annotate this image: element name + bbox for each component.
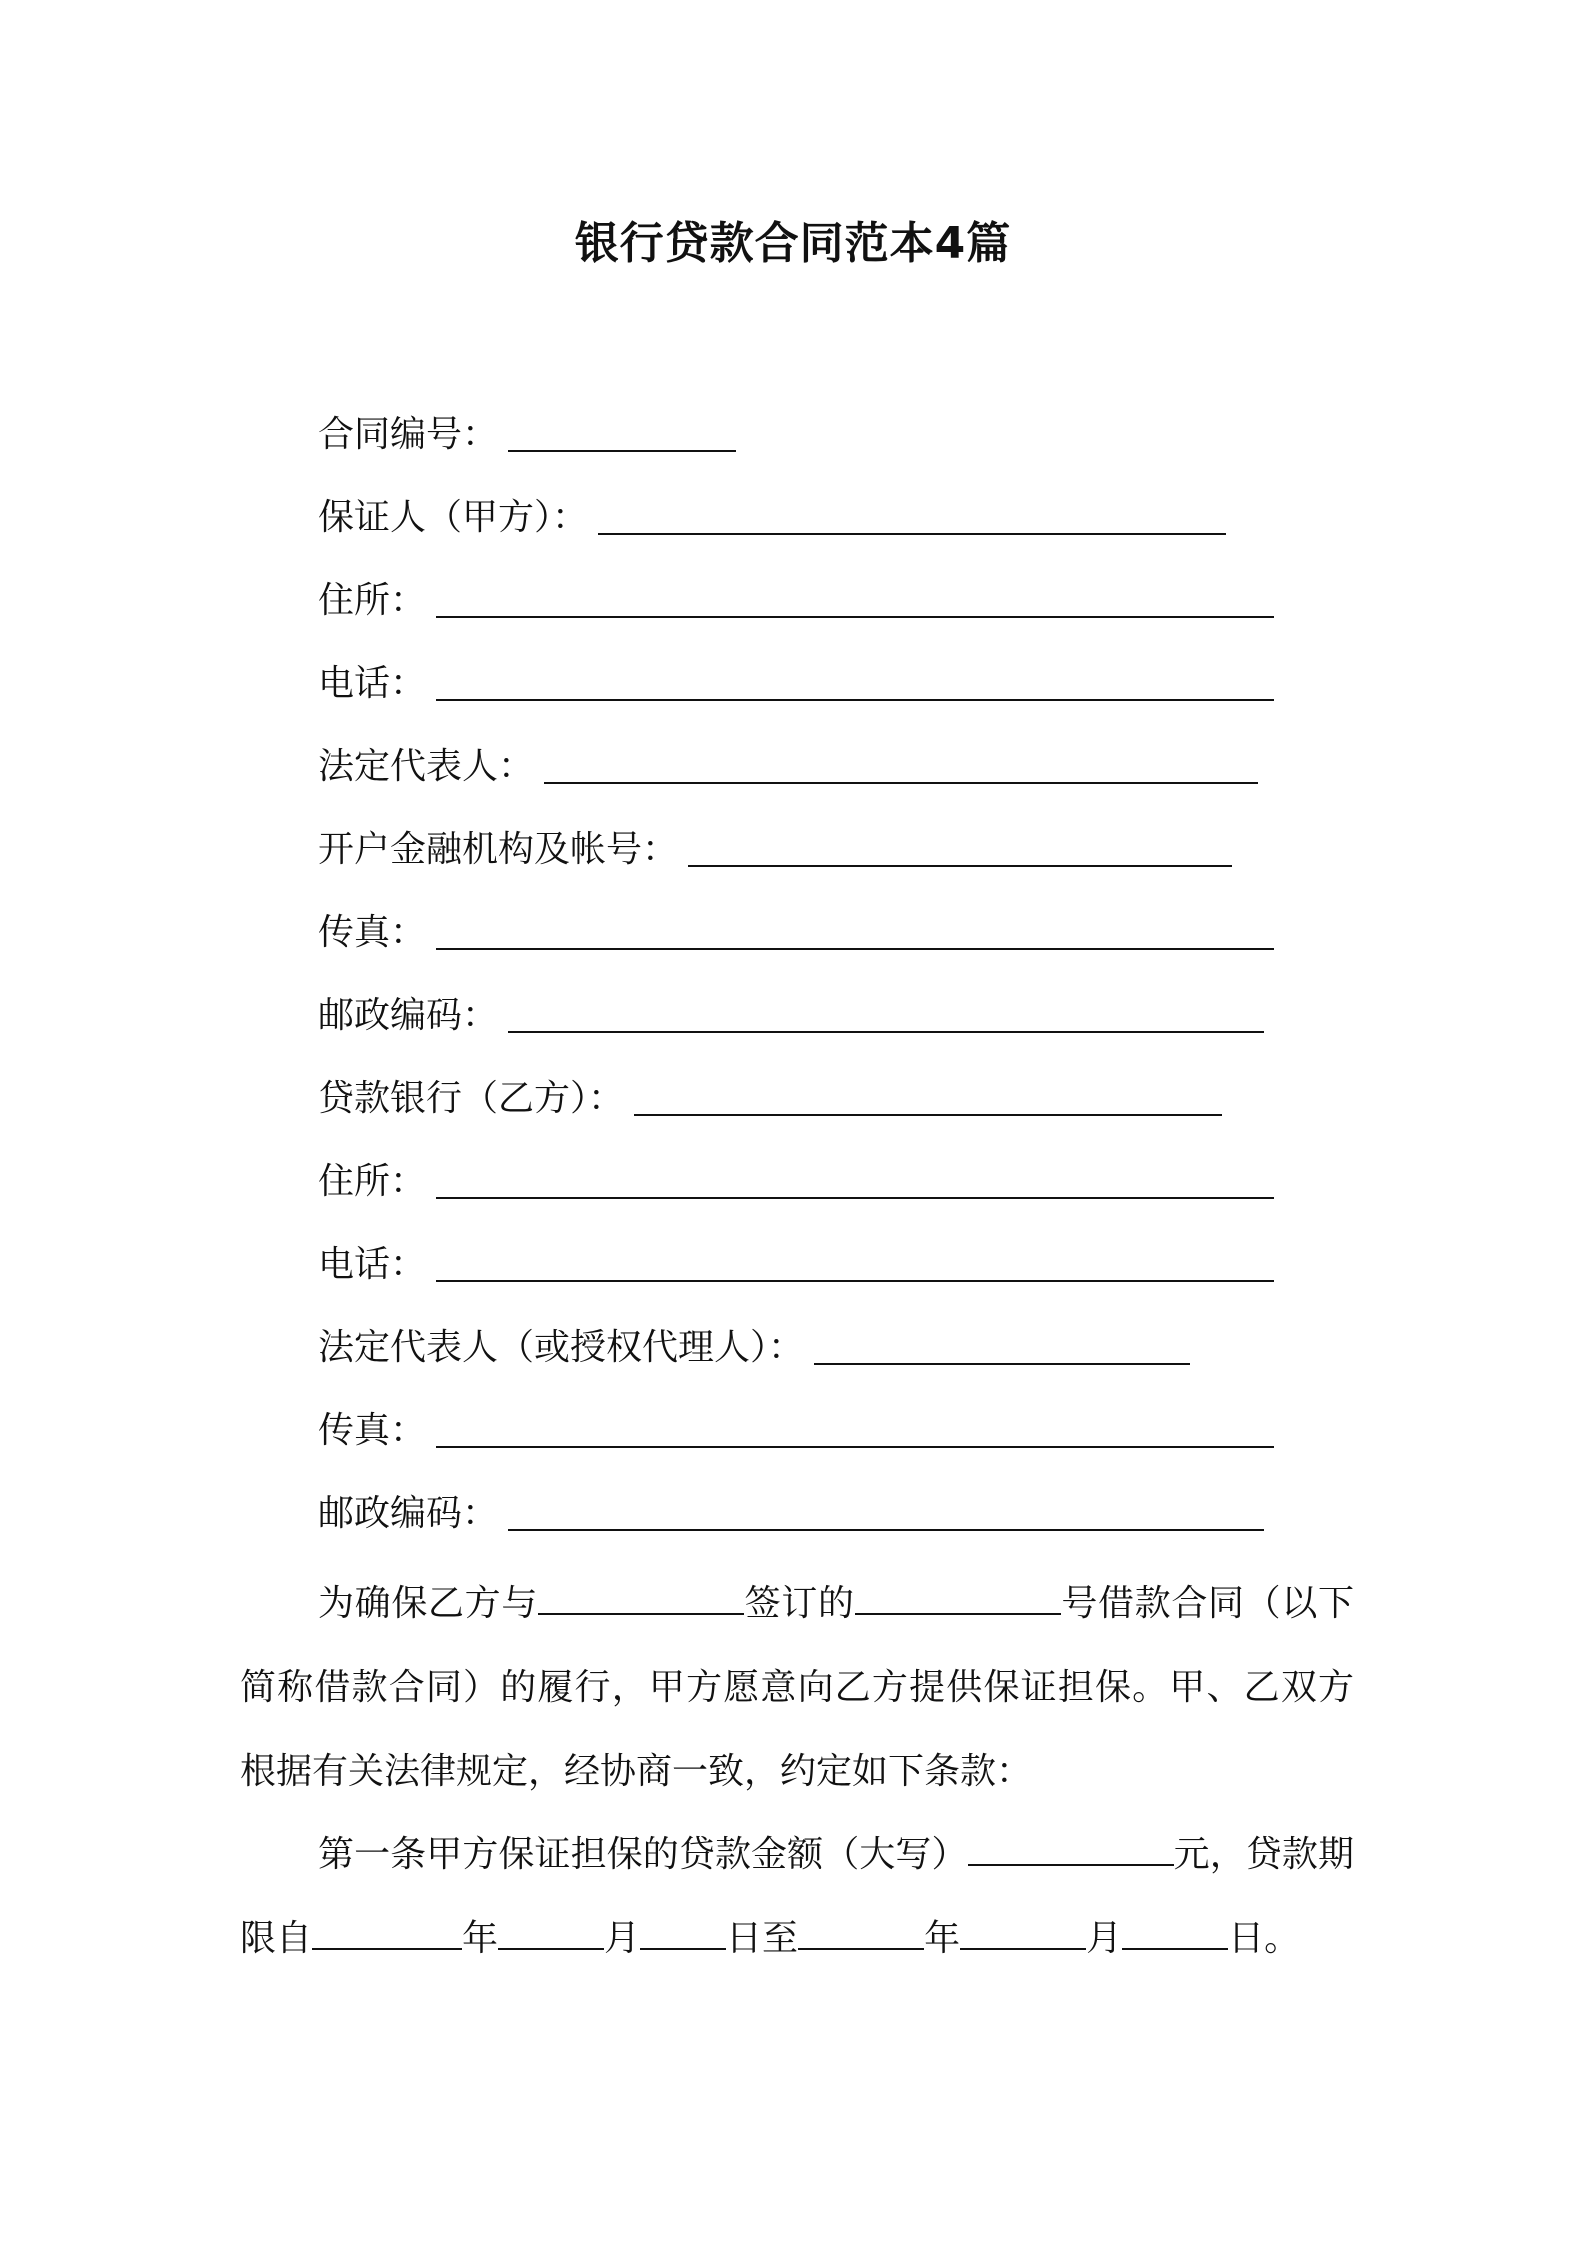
contract-number-field — [318, 410, 736, 460]
blank-line — [312, 1914, 462, 1950]
field-label: 电话： — [318, 1244, 427, 1285]
blank-line — [436, 1280, 1274, 1282]
blank-line — [436, 1197, 1274, 1199]
guarantor-phone-field — [318, 659, 1274, 709]
field-label: 法定代表人： — [318, 746, 535, 787]
para-text: 年 — [462, 1918, 499, 1959]
guarantor-bank-account-field — [318, 825, 1232, 875]
guarantor-address-field — [318, 576, 1274, 626]
lender-legal-rep-field — [318, 1323, 1190, 1373]
field-label: 传真： — [318, 912, 427, 953]
para-text: 第一条甲方保证担保的贷款金额（大写） — [318, 1834, 968, 1875]
blank-line — [436, 699, 1274, 701]
blank-line — [814, 1363, 1190, 1365]
para-text: 月 — [604, 1918, 641, 1959]
blank-line — [640, 1914, 726, 1950]
blank-line — [498, 1914, 604, 1950]
blank-line — [855, 1579, 1061, 1615]
guarantor-field — [318, 493, 1226, 543]
guarantor-legal-rep-field — [318, 742, 1258, 792]
guarantor-fax-field — [318, 908, 1274, 958]
blank-line — [508, 1529, 1264, 1531]
para-text: 日。 — [1228, 1918, 1301, 1959]
para-text: 元，贷款期限自 — [240, 1834, 1354, 1959]
para-text: 为确保乙方与 — [318, 1583, 538, 1624]
para-text: 年 — [924, 1918, 961, 1959]
blank-line — [598, 533, 1226, 535]
lender-fax-field — [318, 1406, 1274, 1456]
lender-phone-field — [318, 1240, 1274, 1290]
blank-line — [798, 1914, 924, 1950]
guarantor-postcode-field — [318, 991, 1264, 1041]
blank-line — [688, 865, 1232, 867]
blank-line — [436, 616, 1274, 618]
blank-line — [544, 782, 1258, 784]
field-label: 合同编号： — [318, 414, 499, 455]
blank-line — [634, 1114, 1222, 1116]
field-label: 邮政编码： — [318, 1493, 499, 1534]
blank-line — [508, 450, 736, 452]
lender-address-field — [318, 1157, 1274, 1207]
blank-line — [436, 1446, 1274, 1448]
blank-line — [968, 1830, 1174, 1866]
field-label: 住所： — [318, 1161, 427, 1202]
para-text: 签订的 — [744, 1583, 855, 1624]
field-label: 贷款银行（乙方）： — [318, 1078, 625, 1119]
field-label: 开户金融机构及帐号： — [318, 829, 679, 870]
para-text: 日至 — [726, 1918, 799, 1959]
para-text: 月 — [1086, 1918, 1123, 1959]
field-label: 保证人（甲方）： — [318, 497, 589, 538]
field-label: 传真： — [318, 1410, 427, 1451]
blank-line — [1122, 1914, 1228, 1950]
blank-line — [960, 1914, 1086, 1950]
article-one-paragraph — [240, 1813, 1354, 1981]
intro-paragraph — [240, 1562, 1354, 1814]
field-label: 电话： — [318, 663, 427, 704]
blank-line — [508, 1031, 1264, 1033]
field-label: 邮政编码： — [318, 995, 499, 1036]
para-text: 号借款合同（以下简称借款合同）的履行，甲方愿意向乙方提供保证担保。甲、乙双方根据有关法律规定，经协商一致，约定如下条款： — [240, 1583, 1354, 1792]
blank-line — [436, 948, 1274, 950]
lender-postcode-field — [318, 1489, 1264, 1539]
document-title: 银行贷款合同范本4篇 — [574, 218, 1012, 269]
lender-bank-field — [318, 1074, 1222, 1124]
field-label: 住所： — [318, 580, 427, 621]
blank-line — [538, 1579, 744, 1615]
field-label: 法定代表人（或授权代理人）： — [318, 1327, 805, 1368]
